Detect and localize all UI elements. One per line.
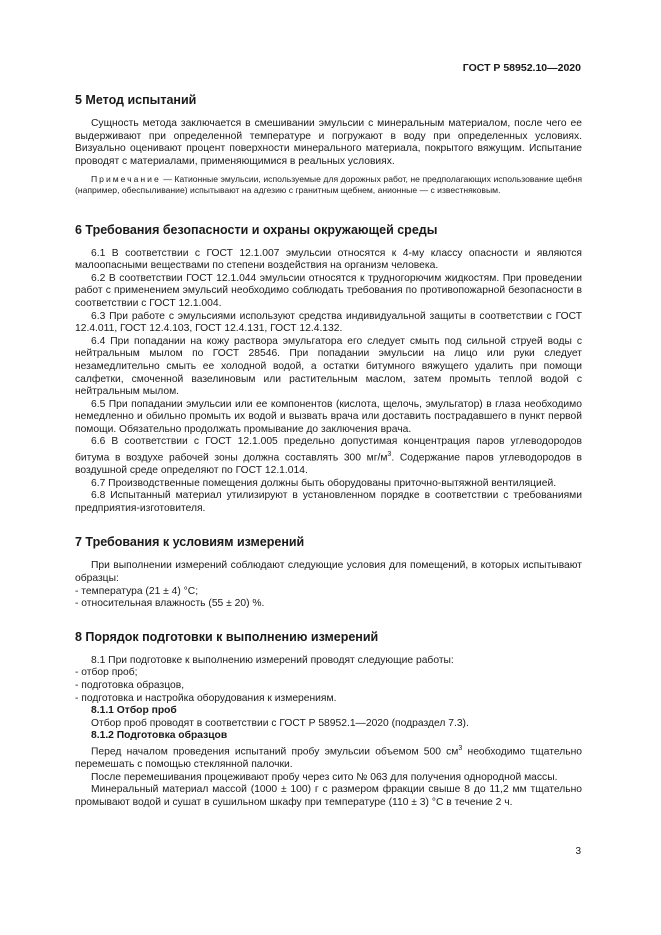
subsection-8-1-2-paragraph-1 (75, 743, 582, 772)
paragraph-6-6-part-b: . Содержание паров углеводородов в воздушной среде определяют по ГОСТ 12.1.014. (75, 452, 582, 477)
section-5-paragraph: Сущность метода заключается в смешивании эмульсии с минеральным материалом, после чего ее выдерживают при определенной температуре и погружают в воду при определенных условиях. Визуально оценивают процент поверхности минерального материала, покрытого вяжущим. Испытание проводят с материалами, применяющимися в реальных условиях. (75, 118, 582, 167)
section-7 (75, 535, 582, 610)
subsection-8-1-2-paragraph-3: Минеральный материал массой (1000 ± 100) г с размером фракции свыше 8 до 11,2 мм тщательно промывают водой и сушат в сушильном шкафу при температуре (110 ± 3) °С в течение 2 ч. (75, 784, 582, 808)
note-label: Примечание (91, 174, 161, 185)
paragraph-6-1: 6.1 В соответствии с ГОСТ 12.1.007 эмульсии относятся к 4-му классу опасности и являются малоопасными веществами по степени воздействия на организм человека. (75, 247, 582, 272)
conditions-list (75, 586, 582, 611)
list-item: - отбор проб; (75, 667, 582, 680)
superscript: 3 (387, 451, 392, 459)
list-item: - подготовка образцов, (75, 680, 582, 693)
paragraph-6-3: 6.3 При работе с эмульсиями используют средства индивидуальной защиты в соответствии с ГОСТ 12.4.011, ГОСТ 12.4.103, ГОСТ 12.4.131, ГОСТ 12.4.132. (75, 310, 582, 335)
subsection-8-1-1-paragraph: Отбор проб проводят в соответствии с ГОСТ Р 58952.1—2020 (подраздел 7.3). (91, 717, 469, 729)
paragraph-6-4: 6.4 При попадании на кожу раствора эмульгатора его следует смыть под сильной струей воды с нейтральным мылом по ГОСТ 28546. При попадании эмульсии на лицо или руки следует незамедлительно смыть ее холодной водой, а остатки битумного вяжущего удалить при помощи салфетки, смоченной вазелиновым или растительным маслом, затем промыть теплой водой с нейтральным мылом. (75, 335, 582, 398)
paragraph-6-6 (75, 436, 582, 477)
section-5 (75, 93, 582, 196)
section-6-title: 6 Требования безопасности и охраны окружающей среды (75, 222, 438, 237)
paragraph-6-6-part-a: 6.6 В соответствии с ГОСТ 12.1.005 предельно допустимая концентрация паров углеводородов битума в воздухе рабочей зоны должна составлять 300 мг/м (75, 436, 582, 464)
paragraph-part-a: Перед началом проведения испытаний пробу эмульсии объемом 500 см (91, 746, 459, 758)
subsection-8-1-2-title: 8.1.2 Подготовка образцов (91, 730, 228, 742)
subsection-8-1-2-paragraph-2: После перемешивания процеживают пробу через сито № 063 для получения однородной массы. (91, 771, 558, 783)
section-8 (75, 630, 582, 810)
section-8-title: 8 Порядок подготовки к выполнению измерений (75, 629, 379, 644)
list-item: - относительная влажность (55 ± 20) %. (75, 598, 582, 611)
paragraph-6-8: 6.8 Испытанный материал утилизируют в установленном порядке в соответствии с требованиями предприятия-изготовителя. (75, 490, 582, 514)
paragraph-6-7: 6.7 Производственные помещения должны быть оборудованы приточно-вытяжной вентиляцией. (91, 477, 557, 489)
subsection-8-1-1-title: 8.1.1 Отбор проб (91, 705, 177, 717)
section-5-note (75, 174, 582, 195)
list-item: - температура (21 ± 4) °С; (75, 586, 582, 599)
document-header: ГОСТ Р 58952.10—2020 (462, 62, 581, 74)
paragraph-8-1: 8.1 При подготовке к выполнению измерений проводят следующие работы: (91, 654, 454, 666)
note-text: — Катионные эмульсии, используемые для дорожных работ, не предполагающих использование щебня (например, обеспыливание) испытывают на адгезию с гранитным щебнем, анионные — с известняковым. (75, 174, 582, 195)
paragraph-part-b: необходимо тщательно перемешать с помощью стеклянной палочки. (75, 746, 582, 770)
section-7-paragraph: При выполнении измерений соблюдают следующие условия для помещений, в которых испытывают образцы: (75, 560, 582, 585)
section-7-title: 7 Требования к условиям измерений (75, 535, 305, 550)
paragraph-6-2: 6.2 В соответствии ГОСТ 12.1.044 эмульсии относятся к трудногорючим жидкостям. При проведении работ с применением эмульсий необходимо соблюдать требования по противопожарной безопасности в соответствии с ГОСТ 12.1.004. (75, 272, 582, 309)
paragraph-6-5: 6.5 При попадании эмульсии или ее компонентов (кислота, щелочь, эмульгатор) в глаза необходимо немедленно и обильно промыть их водой и вызвать врача или доставить пострадавшего в пункт первой помощи. Обязательно продолжать промывание до заключения врача. (75, 398, 582, 435)
page-content (75, 93, 582, 809)
section-6 (75, 223, 582, 516)
page-number: 3 (575, 846, 581, 857)
section-5-title: 5 Метод испытаний (75, 93, 197, 107)
list-item: - подготовка и настройка оборудования к измерениям. (75, 693, 582, 706)
superscript: 3 (458, 744, 463, 752)
works-list (75, 667, 582, 705)
